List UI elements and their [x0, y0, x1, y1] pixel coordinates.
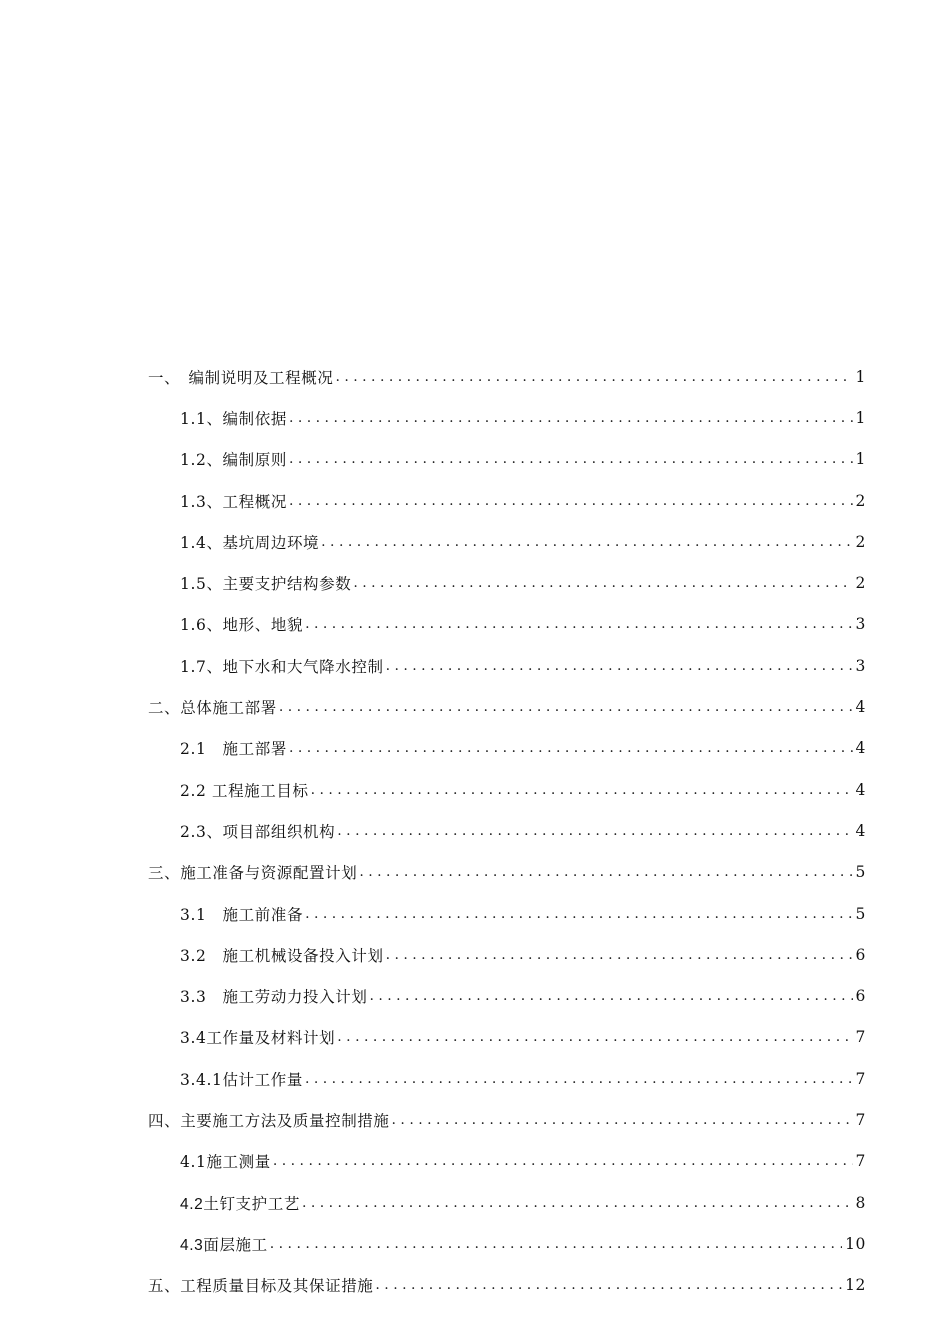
dot-leader: [321, 534, 852, 550]
toc-entry[interactable]: [0, 975, 950, 1016]
dot-leader: [337, 1029, 852, 1045]
toc-entry-title: 4.1施工测量: [180, 1153, 271, 1172]
toc-entry-title: 1.5、主要支护结构参数: [180, 575, 352, 594]
toc-entry[interactable]: [0, 562, 950, 603]
toc-entry-title: 4.3面层施工: [180, 1236, 268, 1254]
toc-entry[interactable]: [0, 1265, 950, 1306]
toc-entry-title: 1.7、地下水和大气降水控制: [180, 657, 384, 676]
toc-page-number: 3: [855, 656, 866, 675]
dot-leader: [289, 451, 853, 467]
dot-leader: [273, 1153, 853, 1169]
toc-page-number: 2: [855, 491, 866, 510]
toc-entry-title: 五、工程质量目标及其保证措施: [148, 1277, 374, 1296]
dot-leader: [359, 864, 852, 880]
toc-entry[interactable]: [0, 934, 950, 975]
dot-leader: [386, 658, 853, 674]
toc-page-number: 7: [855, 1152, 866, 1171]
toc-entry-title: 1.3、工程概况: [180, 492, 287, 511]
dot-leader: [289, 740, 853, 756]
toc-page-number: 4: [855, 698, 866, 717]
toc-entry-title: 3.1 施工前准备: [180, 905, 304, 924]
toc-page-number: 7: [855, 1069, 866, 1088]
toc-entry[interactable]: [0, 852, 950, 893]
toc-page-number: 5: [855, 863, 866, 882]
dot-leader: [335, 369, 852, 385]
toc-entry-title: 四、主要施工方法及质量控制措施: [148, 1111, 390, 1130]
toc-page-number: 12: [845, 1276, 866, 1295]
toc-entry-title: 1.1、编制依据: [180, 409, 287, 428]
toc-entry[interactable]: [0, 439, 950, 480]
toc-entry-title: 3.3 施工劳动力投入计划: [180, 988, 368, 1007]
toc-page-number: 7: [855, 1028, 866, 1047]
toc-entry[interactable]: [0, 645, 950, 686]
toc-entry[interactable]: [0, 810, 950, 851]
toc-entry[interactable]: [0, 521, 950, 562]
dot-leader: [375, 1277, 842, 1293]
dot-leader: [270, 1236, 842, 1252]
toc-page-number: 1: [855, 408, 866, 427]
dot-leader: [353, 575, 852, 591]
toc-entry-title: 二、总体施工部署: [148, 699, 277, 718]
toc-entry[interactable]: [0, 893, 950, 934]
toc-page-number: 1: [855, 450, 866, 469]
dot-leader: [369, 988, 852, 1004]
toc-entry-title: 2.1 施工部署: [180, 740, 287, 759]
dot-leader: [305, 616, 852, 632]
toc-entry[interactable]: [0, 480, 950, 521]
toc-page-number: 4: [855, 739, 866, 758]
toc-page-number: 7: [855, 1110, 866, 1129]
toc-page-number: 3: [855, 615, 866, 634]
toc-entry-title: 1.2、编制原则: [180, 451, 287, 470]
toc-entry[interactable]: [0, 1223, 950, 1264]
dot-leader: [305, 906, 852, 922]
toc-entry[interactable]: [0, 397, 950, 438]
toc-entry[interactable]: [0, 769, 950, 810]
toc-entry-title: 2.3、项目部组织机构: [180, 822, 336, 841]
toc-entry-title: 4.2土钉支护工艺: [180, 1195, 300, 1213]
toc-entry-title: 2.2 工程施工目标: [180, 781, 309, 800]
toc-entry[interactable]: [0, 604, 950, 645]
toc-entry[interactable]: [0, 728, 950, 769]
toc-entry[interactable]: [0, 1058, 950, 1099]
toc-page-number: 8: [855, 1193, 866, 1212]
dot-leader: [386, 947, 853, 963]
toc-entry[interactable]: [0, 1182, 950, 1223]
toc-entry-title: 1.6、地形、地貌: [180, 616, 304, 635]
toc-entry[interactable]: [0, 356, 950, 397]
dot-leader: [311, 782, 853, 798]
toc-entry[interactable]: [0, 1017, 950, 1058]
dot-leader: [392, 1112, 853, 1128]
toc-page-number: 6: [855, 987, 866, 1006]
dot-leader: [337, 823, 852, 839]
toc-page-number: 1: [855, 367, 866, 386]
dot-leader: [289, 410, 853, 426]
toc-page-number: 10: [845, 1234, 866, 1253]
toc-entry[interactable]: [0, 686, 950, 727]
toc-entry[interactable]: [0, 1099, 950, 1140]
toc-page-number: 2: [855, 532, 866, 551]
toc-entry-title: 3.4工作量及材料计划: [180, 1029, 336, 1048]
dot-leader: [305, 1071, 853, 1087]
toc-entry-title: 1.4、基坑周边环境: [180, 533, 320, 552]
toc-page-number: 6: [855, 945, 866, 964]
dot-leader: [289, 493, 853, 509]
dot-leader: [302, 1195, 853, 1211]
toc-entry-title: 三、施工准备与资源配置计划: [148, 864, 358, 883]
toc-page-number: 4: [855, 821, 866, 840]
table-of-contents: [0, 356, 950, 1306]
dot-leader: [279, 699, 853, 715]
toc-entry-title: 一、 编制说明及工程概况: [148, 368, 334, 387]
toc-entry-title: 3.4.1估计工作量: [180, 1070, 303, 1089]
toc-entry[interactable]: [0, 1141, 950, 1182]
toc-page-number: 4: [855, 780, 866, 799]
toc-page-number: 5: [855, 904, 866, 923]
toc-entry-title: 3.2 施工机械设备投入计划: [180, 946, 384, 965]
toc-page-number: 2: [855, 574, 866, 593]
